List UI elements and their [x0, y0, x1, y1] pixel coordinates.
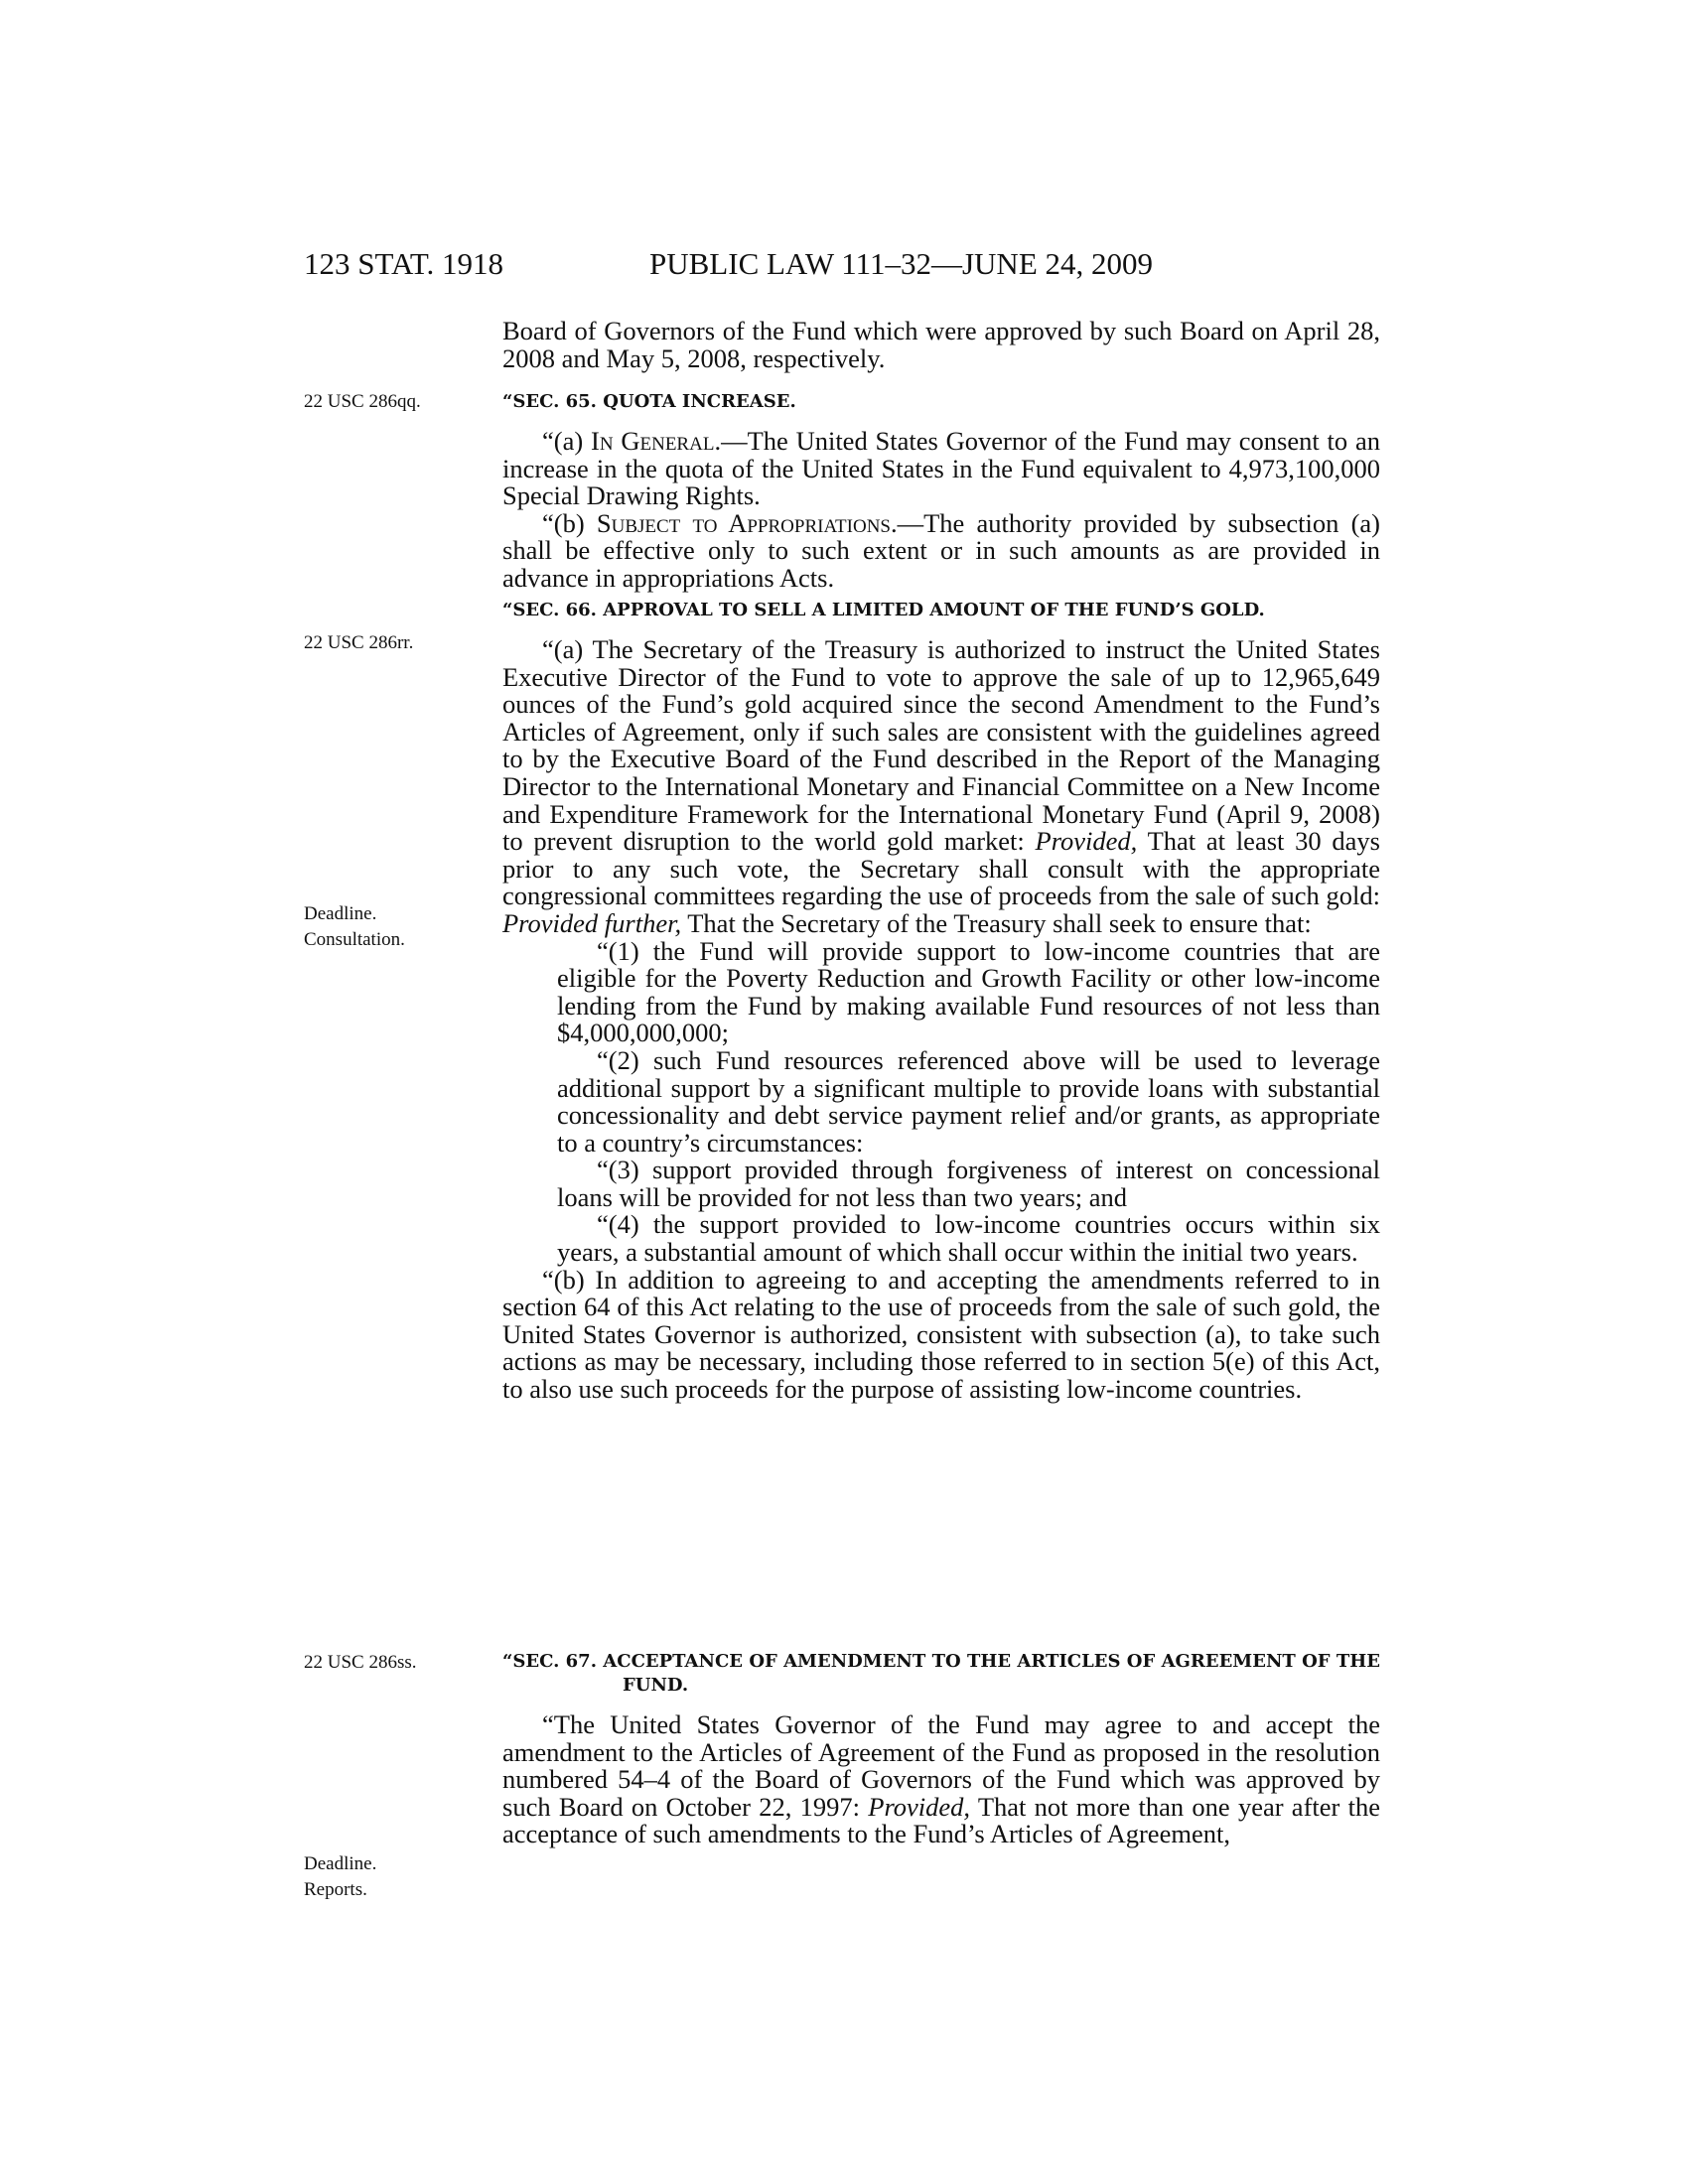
- subsection-a: “(a) The Secretary of the Treasury is authorized to instruct the United States Executive Director of the Fund to vote to approve the sale of up to 12,965,649 ounces of the Fund’s gold acquired since the second Amendment to the Fund’s Articles of Agreement, only if such sales are consistent with the guidelines agreed to by the Executive Board of the Fund described in the Report of the Managing Director to the International Monetary and Financial Committee on a New Income and Expenditure Framework for the International Monetary Fund (April 9, 2008) to prevent disruption to the world gold market: Provided, That at least 30 days prior to any such vote, the Secretary shall consult with the appropriate congressional committees regarding the use of proceeds from the sale of such gold: Provided further, That the Secretary of the Treasury shall seek to ensure that:: [502, 634, 1380, 938]
- subsection-b: “(b) Subject to Appropriations.—The authority provided by subsection (a) shall be effective only to such extent or in such amounts as are provided in advance in appropriations Acts.: [502, 507, 1380, 593]
- continuation-text: [502, 318, 1380, 372]
- running-head: PUBLIC LAW 111–32—JUNE 24, 2009: [649, 246, 1154, 281]
- section-heading: “SEC. 67. ACCEPTANCE OF AMENDMENT TO THE ARTICLES OF AGREEMENT OF THE FUND.: [502, 1651, 1380, 1696]
- section-text: “The United States Governor of the Fund may agree to and accept the amendment to the Articles of Agreement of the Fund as proposed in the resolution numbered 54–4 of the Board of Governors of the Fund which was approved by such Board on October 22, 1997: Provided, That not more than one year after the acceptance of such amendments to the Fund’s Articles of Agreement,: [502, 1709, 1380, 1849]
- margin-note-deadline-consultation: [304, 901, 463, 953]
- section-65: [502, 390, 1380, 593]
- margin-note-deadline-reports: [304, 1851, 463, 1903]
- margin-note-line: Deadline.: [304, 1853, 377, 1874]
- paragraph-list: [502, 935, 1380, 1268]
- section-heading: “SEC. 65. QUOTA INCREASE.: [502, 391, 796, 412]
- paragraph: Board of Governors of the Fund which were approved by such Board on April 28, 2008 and May 5, 2008, respectively.: [502, 316, 1380, 373]
- margin-note-line: Consultation.: [304, 929, 405, 950]
- subsection-b: “(b) In addition to agreeing to and accepting the amendments referred to in section 64 of this Act relating to the use of proceeds from the sale of such gold, the United States Governor is authorized, consistent with subsection (a), to take such actions as may be necessary, including those referred to in section 5(e) of this Act, to also use such proceeds for the purpose of assisting low-income countries.: [502, 1264, 1380, 1405]
- paragraph-2: “(2) such Fund resources referenced above will be used to leverage additional support by a significant multiple to provide loans with substantial concessionality and debt service payment relief and/or grants, as appropriate to a country’s circumstances:: [557, 1044, 1380, 1158]
- section-66: [502, 599, 1380, 1404]
- margin-note-usc-286rr: 22 USC 286rr.: [304, 632, 414, 653]
- page-header: [304, 246, 1380, 286]
- margin-note-usc-286qq: 22 USC 286qq.: [304, 391, 421, 412]
- margin-note-line: Reports.: [304, 1879, 367, 1900]
- subsection-a: “(a) In General.—The United States Governor of the Fund may consent to an increase in the quota of the United States in the Fund equivalent to 4,973,100,000 Special Drawing Rights.: [502, 426, 1380, 511]
- margin-note-usc-286ss: 22 USC 286ss.: [304, 1652, 417, 1673]
- stat-citation: 123 STAT. 1918: [304, 246, 504, 281]
- section-67: [502, 1650, 1380, 1848]
- paragraph-3: “(3) support provided through forgiveness of interest on concessional loans will be provided for not less than two years; and: [557, 1155, 1380, 1212]
- section-heading: “SEC. 66. APPROVAL TO SELL A LIMITED AMOUNT OF THE FUND’S GOLD.: [502, 600, 1265, 620]
- paragraph-4: “(4) the support provided to low-income countries occurs within six years, a substantial amount of which shall occur within the initial two years.: [557, 1209, 1380, 1268]
- margin-note-line: Deadline.: [304, 903, 377, 924]
- paragraph-1: “(1) the Fund will provide support to low-income countries that are eligible for the Poverty Reduction and Growth Facility or other low-income lending from the Fund by making available Fund resources of not less than $4,000,000,000;: [557, 935, 1380, 1048]
